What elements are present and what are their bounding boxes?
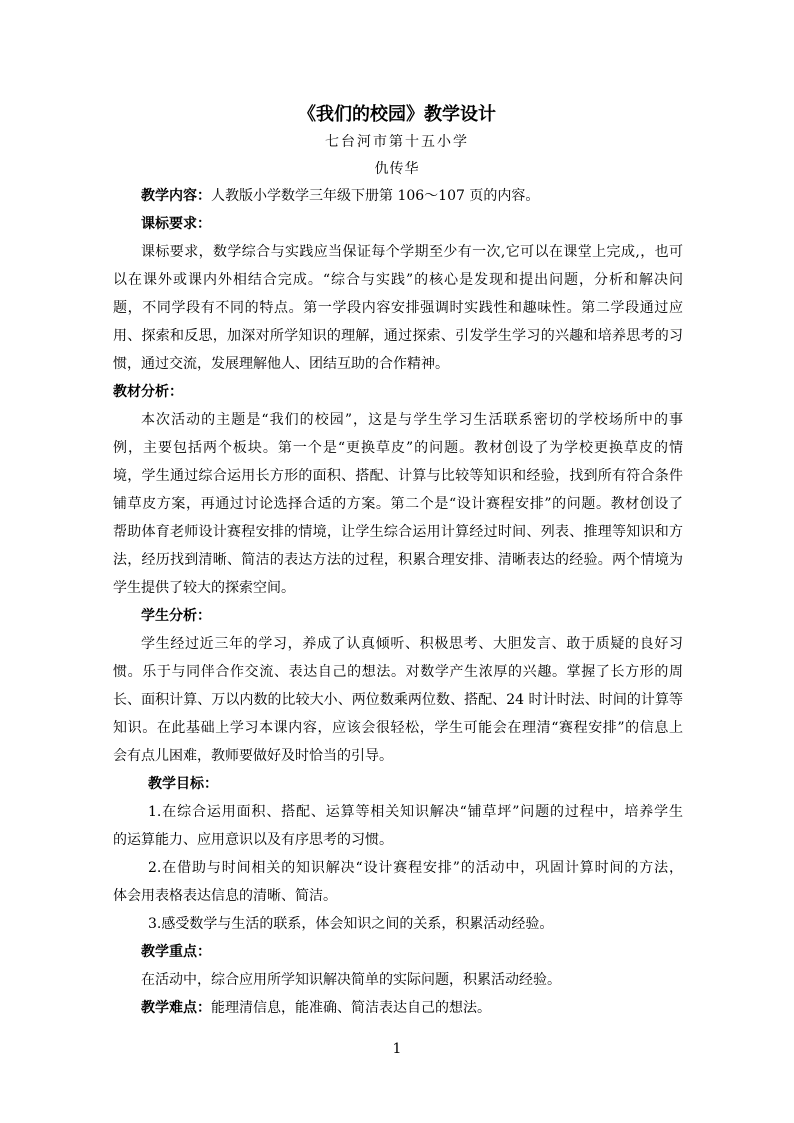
goal-item-2 — [113, 854, 683, 910]
paragraph-line: 帮助体育老师设计赛程安排的情境，让学生综合运用计算经过时间、列表、推理等知识和方 — [113, 524, 683, 540]
curriculum-requirements-paragraph — [113, 238, 683, 378]
teaching-content-text: 人教版小学数学三年级下册第 106～107 页的内容。 — [211, 188, 540, 204]
paragraph-line: 以在课外或课内外相结合完成。“综合与实践”的核心是发现和提出问题，分析和解决问 — [113, 272, 683, 288]
paragraph-line: 惯，通过交流，发展理解他人、团结互助的合作精神。 — [113, 356, 449, 372]
paragraph-line: 体会用表格表达信息的清晰、简洁。 — [113, 888, 337, 904]
goal-item-3: 3.感受数学与生活的联系，体会知识之间的关系，积累活动经验。 — [148, 916, 554, 932]
paragraph-line: 2.在借助与时间相关的知识解决“设计赛程安排”的活动中，巩固计算时间的方法， — [148, 860, 683, 876]
student-analysis-heading: 学生分析： — [141, 608, 211, 624]
paragraph-line: 知识。在此基础上学习本课内容，应该会很轻松，学生可能会在理清“赛程安排”的信息上 — [113, 720, 683, 736]
page-number: 1 — [392, 1041, 402, 1057]
paragraph-line: 课标要求，数学综合与实践应当保证每个学期至少有一次,它可以在课堂上完成,，也可 — [141, 244, 683, 260]
paragraph-line: 用、探索和反思，加深对所学知识的理解，通过探索、引发学生学习的兴趣和培养思考的习 — [113, 328, 683, 344]
school-name: 七台河市第十五小学 — [325, 134, 469, 150]
paragraph-line: 的运算能力、应用意识以及有序思考的习惯。 — [113, 832, 393, 848]
paragraph-line: 境，学生通过综合运用长方形的面积、搭配、计算与比较等知识和经验，找到所有符合条件 — [113, 468, 683, 484]
textbook-analysis-paragraph — [113, 406, 683, 602]
document-body — [113, 182, 683, 1022]
teaching-focus-text: 在活动中，综合应用所学知识解决简单的实际问题，积累活动经验。 — [141, 972, 561, 988]
curriculum-requirements-heading: 课标要求： — [141, 216, 211, 232]
teaching-difficulty-line — [113, 994, 683, 1022]
paragraph-line: 题，不同学段有不同的特点。第一学段内容安排强调时实践性和趣味性。第二学段通过应 — [113, 300, 683, 316]
author-name: 仇传华 — [374, 161, 420, 177]
paragraph-line: 本次活动的主题是“我们的校园”，这是与学生学习生活联系密切的学校场所中的事 — [141, 412, 683, 428]
paragraph-line: 学生经过近三年的学习，养成了认真倾听、积极思考、大胆发言、敢于质疑的良好习 — [141, 636, 683, 652]
paragraph-line: 铺草皮方案，再通过讨论选择合适的方案。第二个是“设计赛程安排”的问题。教材创设了 — [113, 496, 683, 512]
teaching-goals-heading: 教学目标： — [148, 776, 218, 792]
paragraph-line: 学生提供了较大的探索空间。 — [113, 580, 295, 596]
paragraph-line: 会有点儿困难，教师要做好及时恰当的引导。 — [113, 748, 393, 764]
teaching-content-line — [113, 182, 683, 210]
paragraph-line: 长、面积计算、万以内数的比较大小、两位数乘两位数、搭配、24 时计时法、时间的计算等 — [113, 692, 683, 708]
teaching-focus-heading: 教学重点： — [141, 944, 211, 960]
paragraph-line: 法，经历找到清晰、简洁的表达方法的过程，积累合理安排、清晰表达的经验。两个情境为 — [113, 552, 683, 568]
student-analysis-paragraph — [113, 630, 683, 770]
paragraph-line: 1.在综合运用面积、搭配、运算等相关知识解决“铺草坪”问题的过程中，培养学生 — [148, 804, 683, 820]
teaching-difficulty-text: 能理清信息，能准确、简洁表达自己的想法。 — [211, 1000, 491, 1016]
document-title: 《我们的校园》教学设计 — [298, 104, 496, 125]
paragraph-line: 例，主要包括两个板块。第一个是“更换草皮”的问题。教材创设了为学校更换草皮的情 — [113, 440, 683, 456]
teaching-difficulty-label: 教学难点： — [141, 1000, 211, 1016]
paragraph-line: 惯。乐于与同伴合作交流、表达自己的想法。对数学产生浓厚的兴趣。掌握了长方形的周 — [113, 664, 683, 680]
teaching-content-label: 教学内容： — [141, 188, 211, 204]
textbook-analysis-heading: 教材分析： — [113, 384, 183, 400]
goal-item-1 — [113, 798, 683, 854]
